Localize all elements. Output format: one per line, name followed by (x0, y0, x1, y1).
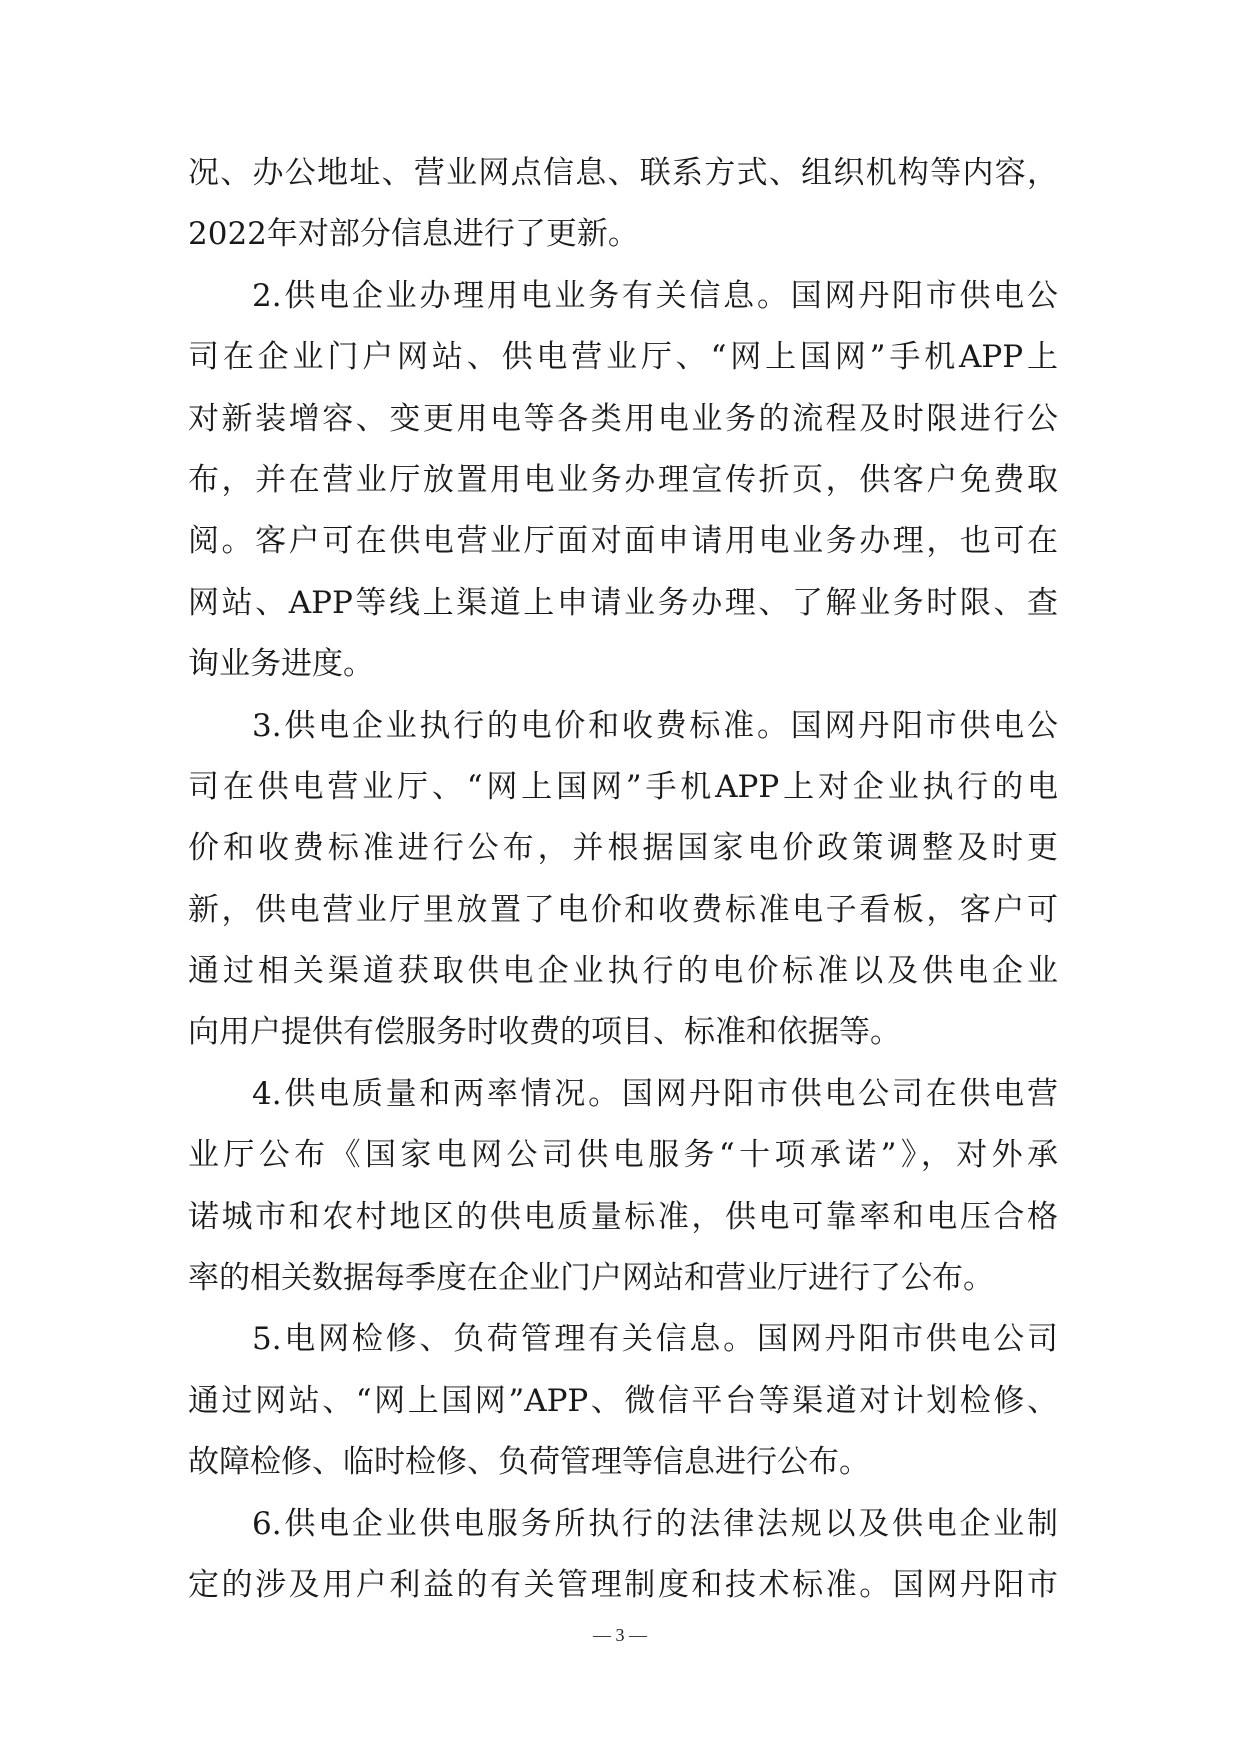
text-line: 6.供电企业供电服务所执行的法律法规以及供电企业制 (252, 1505, 1058, 1542)
text-line: 业厅公布《国家电网公司供电服务“十项承诺”》，对外承 (188, 1137, 1058, 1174)
text-line: 故障检修、临时检修、负荷管理等信息进行公布。 (188, 1444, 870, 1481)
text-line: 司在供电营业厅、“网上国网”手机APP上对企业执行的电 (188, 768, 1058, 805)
text-line: 4.供电质量和两率情况。国网丹阳市供电公司在供电营 (252, 1075, 1058, 1112)
text-line: 价和收费标准进行公布，并根据国家电价政策调整及时更 (188, 830, 1058, 867)
text-line: 司在企业门户网站、供电营业厅、“网上国网”手机APP上 (188, 339, 1058, 376)
text-line: 2.供电企业办理用电业务有关信息。国网丹阳市供电公 (252, 277, 1058, 314)
body-text (188, 143, 1058, 1616)
text-line: 诺城市和农村地区的供电质量标准，供电可靠率和电压合格 (188, 1198, 1058, 1235)
text-line: 向用户提供有偿服务时收费的项目、标准和依据等。 (188, 1014, 901, 1051)
text-line: 询业务进度。 (188, 646, 374, 683)
text-line: 3.供电企业执行的电价和收费标准。国网丹阳市供电公 (252, 707, 1058, 744)
page-number: — 3 — (593, 1625, 647, 1645)
text-line: 定的涉及用户利益的有关管理制度和技术标准。国网丹阳市 (188, 1566, 1058, 1603)
text-line: 率的相关数据每季度在企业门户网站和营业厅进行了公布。 (188, 1260, 994, 1297)
text-line: 况、办公地址、营业网点信息、联系方式、组织机构等内容， (188, 155, 1058, 191)
text-line: 阅。客户可在供电营业厅面对面申请用电业务办理，也可在 (188, 523, 1058, 560)
text-line: 布，并在营业厅放置用电业务办理宣传折页，供客户免费取 (188, 461, 1058, 498)
text-line: 通过网站、“网上国网”APP、微信平台等渠道对计划检修、 (188, 1382, 1058, 1419)
text-line: 通过相关渠道获取供电企业执行的电价标准以及供电企业 (188, 953, 1058, 990)
text-line: 对新装增容、变更用电等各类用电业务的流程及时限进行公 (188, 400, 1058, 437)
text-line: 网站、APP等线上渠道上申请业务办理、了解业务时限、查 (188, 584, 1058, 621)
text-line: 新，供电营业厅里放置了电价和收费标准电子看板，客户可 (188, 891, 1058, 928)
text-line: 2022年对部分信息进行了更新。 (188, 216, 639, 253)
text-line: 5.电网检修、负荷管理有关信息。国网丹阳市供电公司 (252, 1321, 1058, 1358)
